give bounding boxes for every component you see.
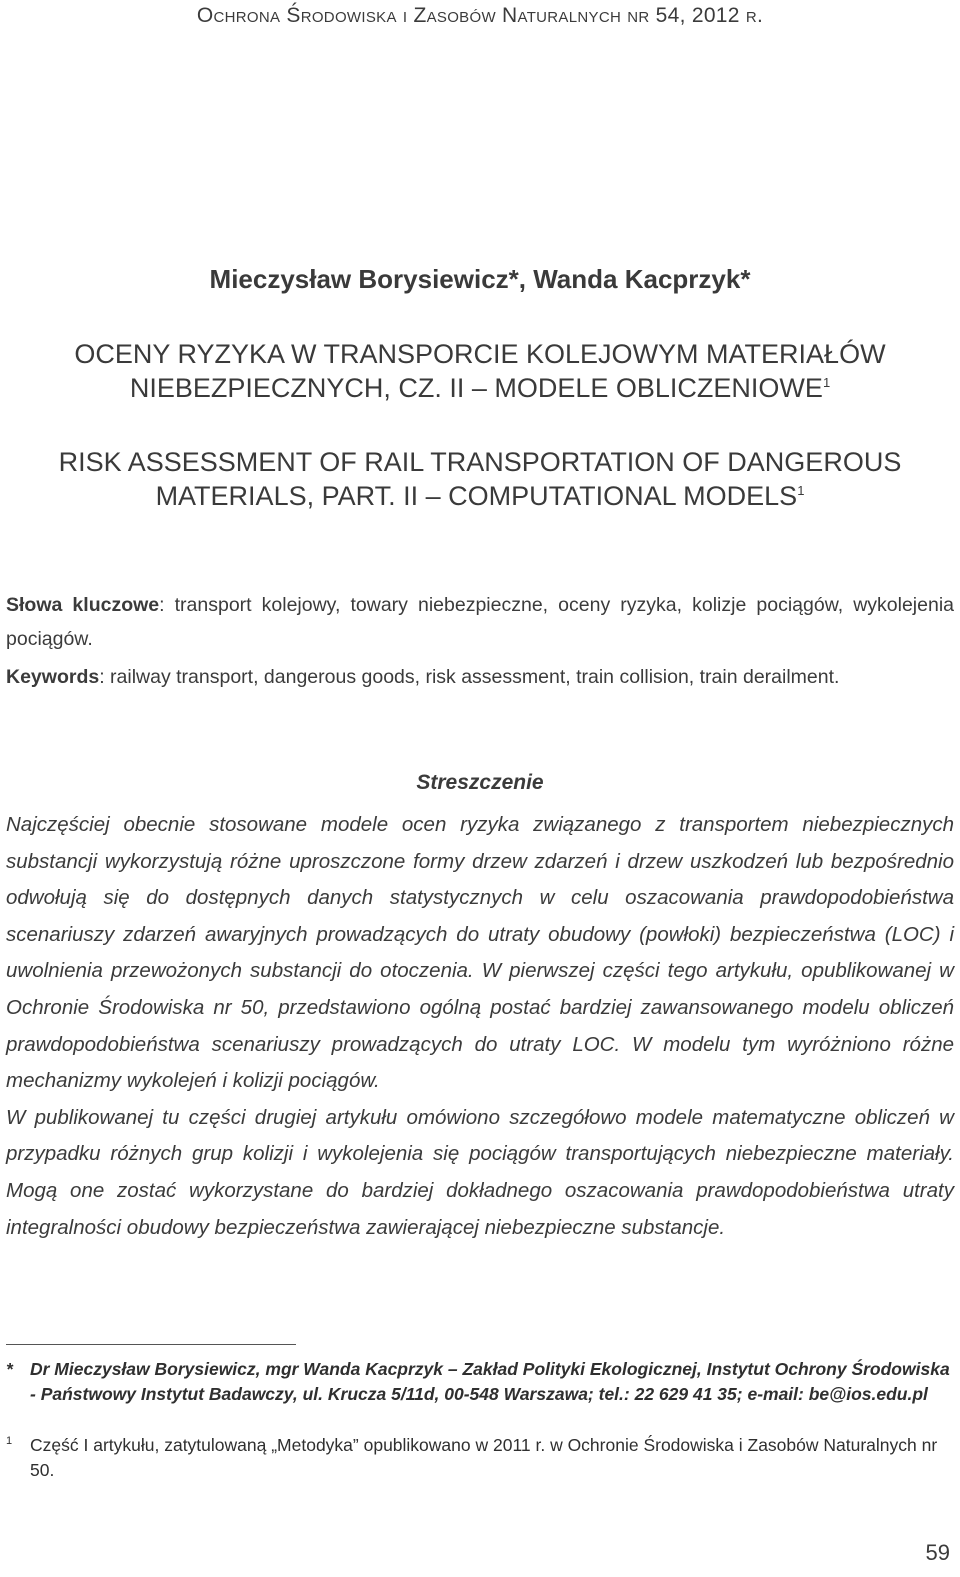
keywords-english-label: Keywords: [6, 666, 100, 688]
title-english-line1: RISK ASSESSMENT OF RAIL TRANSPORTATION OF DANGEROUS: [58, 447, 902, 477]
footnote-authors: [6, 1357, 954, 1407]
footnote-text: Część I artykułu, zatytulowaną „Metodyka” opublikowano w 2011 r. w Ochronie Środowiska i Zasobów Naturalnych nr 50.: [30, 1435, 938, 1480]
title-polish-footnote-ref[interactable]: 1: [822, 375, 831, 390]
keywords-english-text: : railway transport, dangerous goods, risk assessment, train collision, train derailment.: [99, 666, 840, 688]
abstract-paragraph-1: Najczęściej obecnie stosowane modele ocen ryzyka związanego z transportem niebezpiecznych substancji wykorzystują różne uproszczone formy drzew zdarzeń i drzew uszkodzeń lub bezpośrednio odwołują się do dostępnych danych statystycznych w celu oszacowania prawdopodobieństwa scenariuszy zdarzeń awaryjnych prowadzących do utraty obudowy (powłoki) bezpieczeństwa (LOC) i uwolnienia przewożonych substancji do otoczenia. W pierwszej części tego artykułu, opublikowanej w Ochronie Środowiska nr 50, przedstawiono ogólną postać bardziej zawansowanego modelu obliczeń prawdopodobieństwa scenariuszy prowadzących do utraty LOC. W modelu tym wyróżniono różne mechanizmy wykolejeń i kolizji pociągów.: [6, 813, 954, 1093]
authors: Mieczysław Borysiewicz*, Wanda Kacprzyk*: [209, 264, 751, 294]
title-polish-line2-text: NIEBEZPIECZNYCH, CZ. II – MODELE OBLICZENIOWE: [129, 373, 823, 403]
footnote-mark: 1: [6, 1435, 13, 1447]
footnote-mark: *: [6, 1359, 13, 1379]
title-polish: [20, 337, 940, 405]
title-english: [20, 445, 940, 513]
abstract-body: [6, 807, 954, 1246]
keywords-polish: [6, 588, 954, 656]
title-polish-line1: OCENY RYZYKA W TRANSPORCIE KOLEJOWYM MATERIAŁÓW: [74, 339, 886, 369]
keywords-english: [6, 660, 954, 694]
title-english-line2: [20, 479, 940, 513]
abstract-paragraph-2: W publikowanej tu części drugiej artykułu omówiono szczegółowo modele matematyczne obliczeń w przypadku różnych grup kolizji i wykolejenia się pociągów transportujących niebezpieczne materiały. Mogą one zostać wykorzystane do bardziej dokładnego oszacowania prawdopodobieństwa utraty integralności obudowy bezpieczeństwa zawierającej niebezpieczne substancje.: [6, 1105, 954, 1239]
keywords-polish-text: : transport kolejowy, towary niebezpieczne, oceny ryzyka, kolizje pociągów, wykolejenia pociągów.: [6, 594, 954, 650]
title-polish-line2: [20, 371, 940, 405]
abstract-heading: Streszczenie: [416, 771, 544, 794]
keywords-polish-label: Słowa kluczowe: [6, 594, 160, 616]
running-head: Ochrona Środowiska i Zasobów Naturalnych nr 54, 2012 r.: [196, 4, 764, 27]
title-english-line2-text: MATERIALS, PART. II – COMPUTATIONAL MODELS: [155, 481, 798, 511]
footnote-rule: [6, 1344, 296, 1345]
footnote-part-one: [6, 1433, 954, 1483]
page-number: 59: [925, 1540, 950, 1565]
title-english-footnote-ref[interactable]: 1: [797, 483, 805, 498]
footnote-text: Dr Mieczysław Borysiewicz, mgr Wanda Kacprzyk – Zakład Polityki Ekologicznej, Instytut Ochrony Środowiska - Państwowy Instytut Badawczy, ul. Krucza 5/11d, 00-548 Warszawa; tel.: 22 629 41 35; e-mail: be@ios.edu.pl: [30, 1359, 950, 1404]
